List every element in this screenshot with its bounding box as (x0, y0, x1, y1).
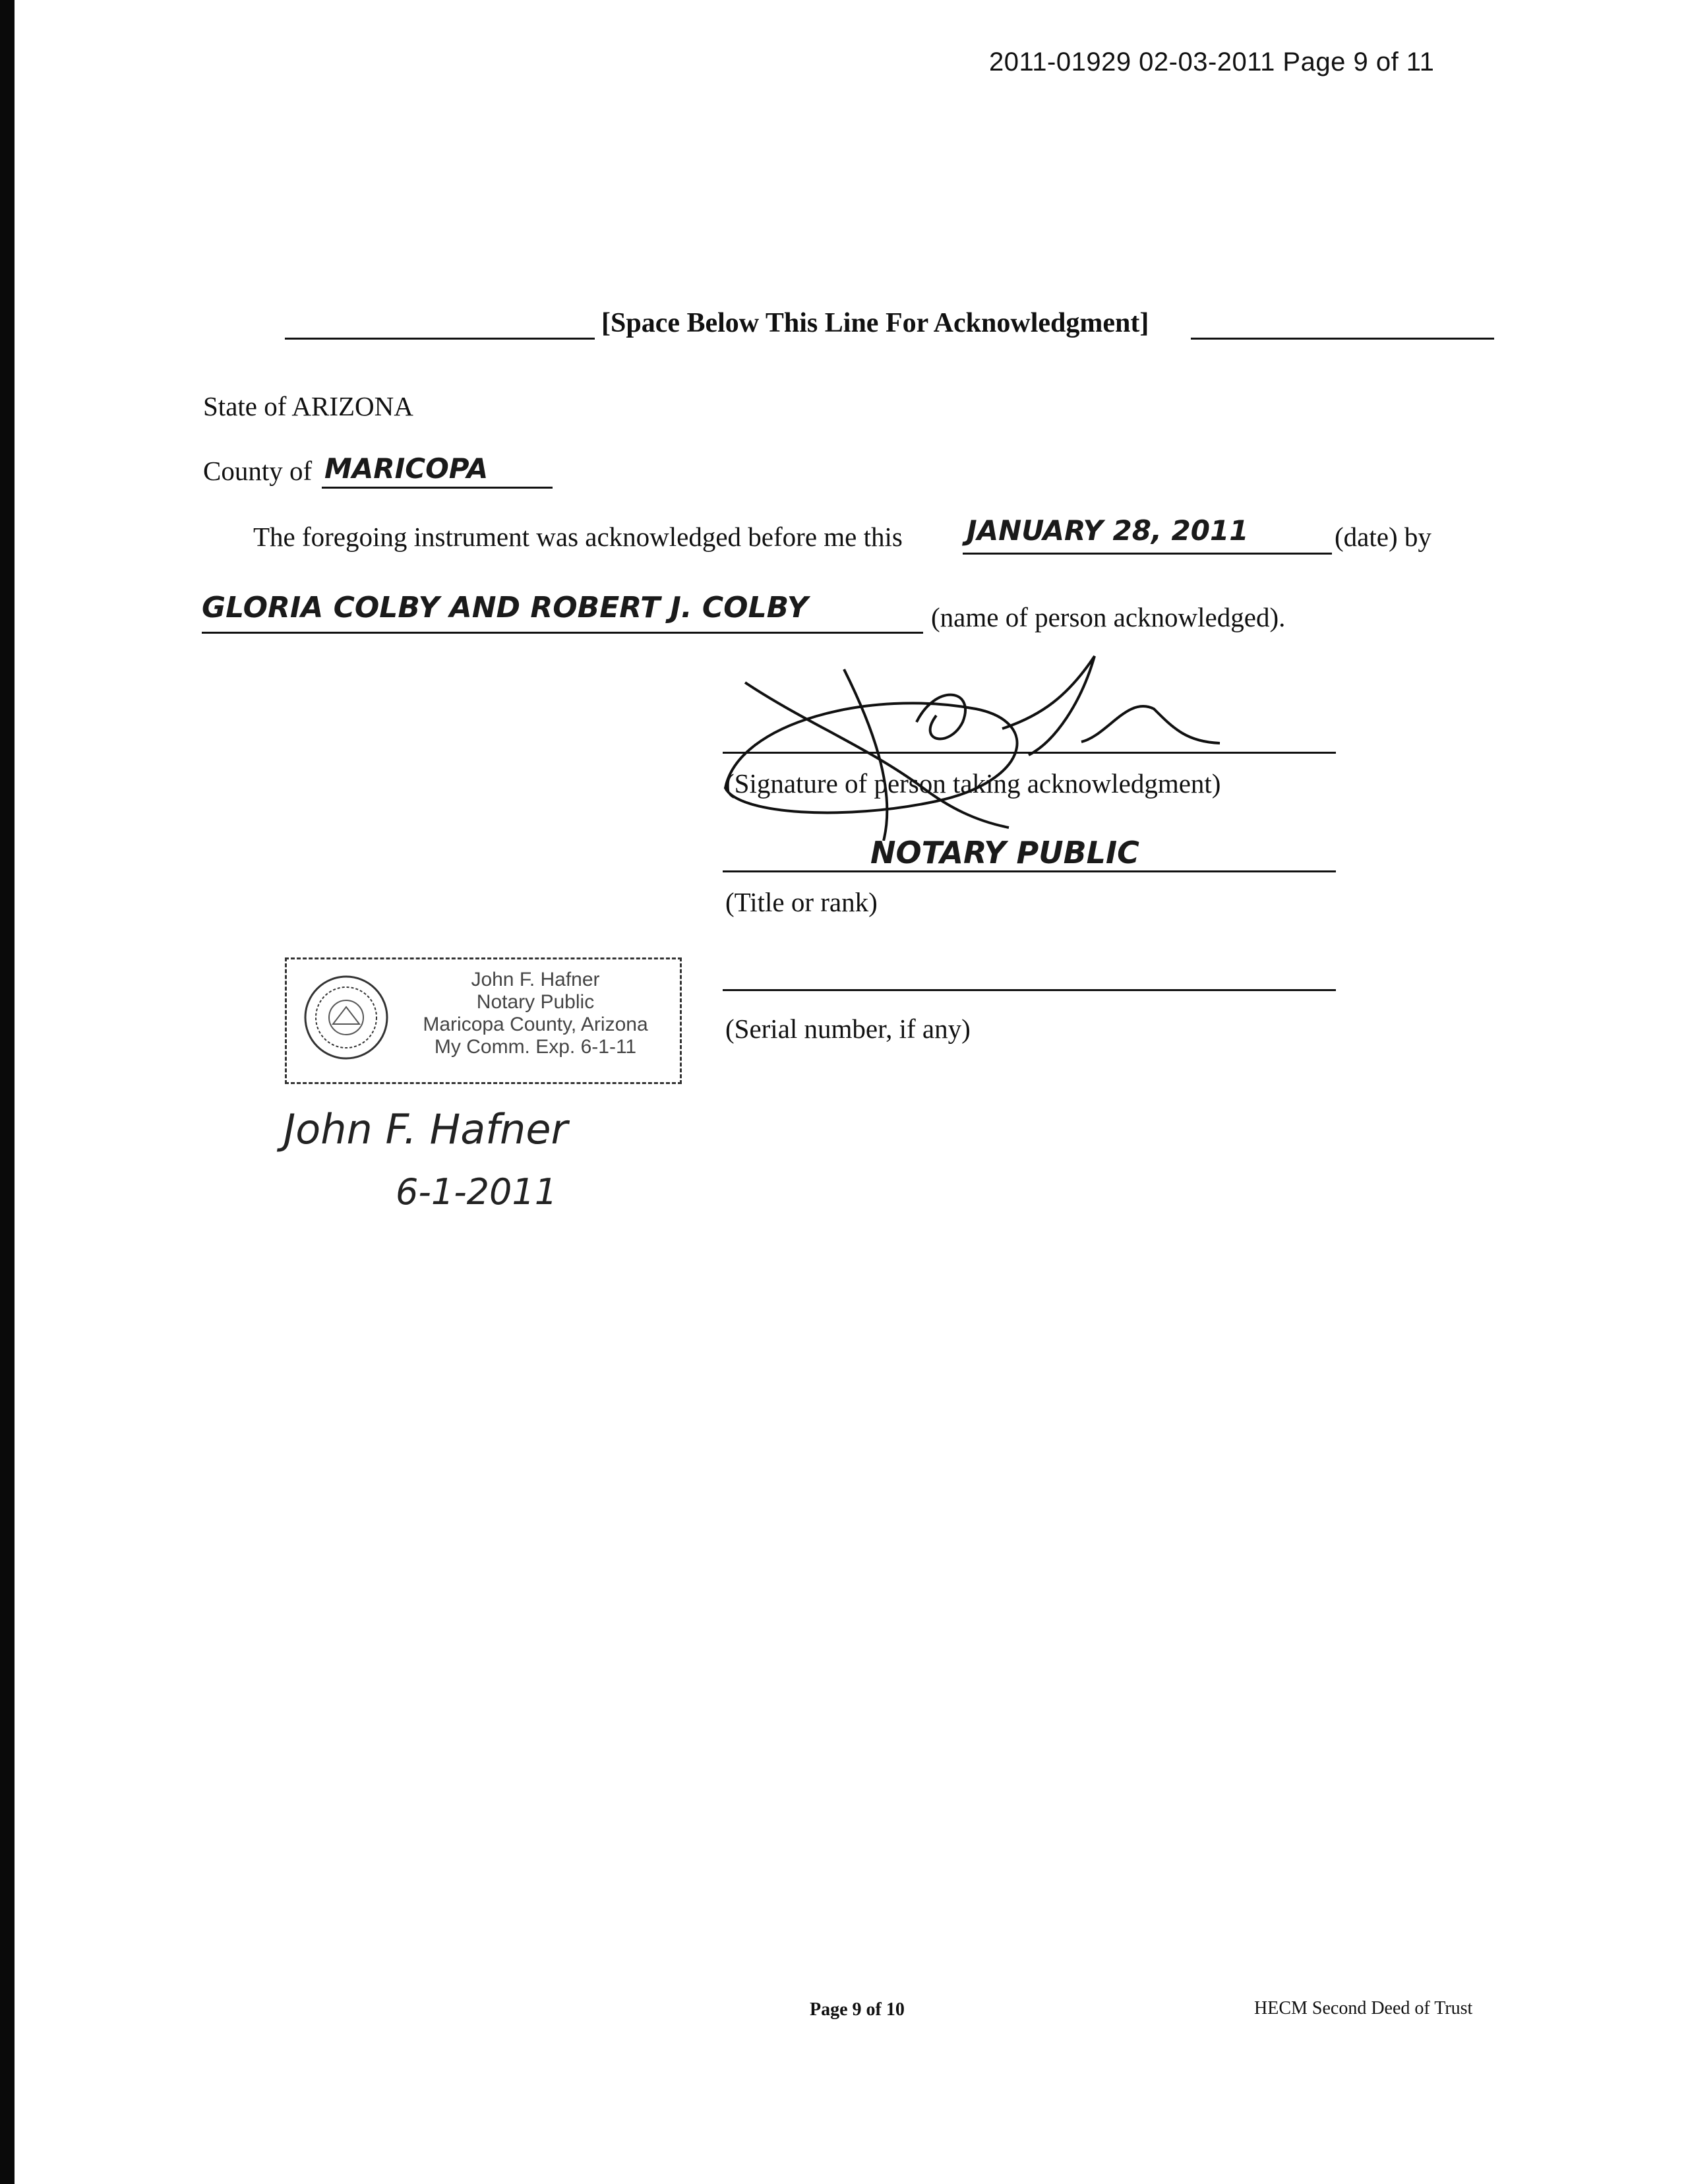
names-underline (202, 632, 923, 634)
stamp-line-title: Notary Public (476, 991, 595, 1013)
date-suffix: (date) by (1335, 522, 1432, 552)
date-underline (963, 553, 1332, 555)
stamp-line-name: John F. Hafner (471, 969, 600, 990)
scan-edge-bar (0, 0, 15, 2184)
recording-header: 2011-01929 02-03-2011 Page 9 of 11 (989, 47, 1435, 76)
county-value: MARICOPA (324, 452, 489, 485)
state-line: State of ARIZONA (203, 391, 413, 421)
handwritten-name: John F. Hafner (284, 1105, 568, 1153)
signature-label: (Signature of person taking acknowledgment) (725, 768, 1221, 799)
serial-label: (Serial number, if any) (725, 1014, 971, 1044)
acknowledged-names: GLORIA COLBY AND ROBERT J. COLBY (202, 591, 808, 624)
acknowledged-label: (name of person acknowledged). (931, 602, 1286, 632)
notary-stamp (285, 957, 682, 1084)
county-label: County of (203, 456, 313, 486)
acknowledgment-heading: [Space Below This Line For Acknowledgment] (601, 308, 1149, 338)
signature-line (723, 752, 1336, 754)
heading-rule-right (1191, 338, 1494, 340)
heading-rule-left (285, 338, 595, 340)
title-label: (Title or rank) (725, 887, 878, 917)
foregoing-text: The foregoing instrument was acknowledged before me this (253, 522, 903, 552)
title-value: NOTARY PUBLIC (870, 835, 1139, 870)
title-line (723, 870, 1336, 872)
county-underline (322, 487, 553, 489)
serial-line (723, 989, 1336, 991)
footer-page-number: Page 9 of 10 (810, 1999, 905, 2020)
acknowledgment-date: JANUARY 28, 2011 (967, 514, 1249, 547)
stamp-line-expiry: My Comm. Exp. 6-1-11 (434, 1036, 637, 1058)
stamp-line-county: Maricopa County, Arizona (423, 1014, 648, 1035)
state-seal-icon (303, 974, 390, 1061)
notary-signature (699, 643, 1226, 841)
handwritten-date: 6-1-2011 (396, 1171, 558, 1213)
footer-document-title: HECM Second Deed of Trust (1254, 1998, 1473, 2018)
